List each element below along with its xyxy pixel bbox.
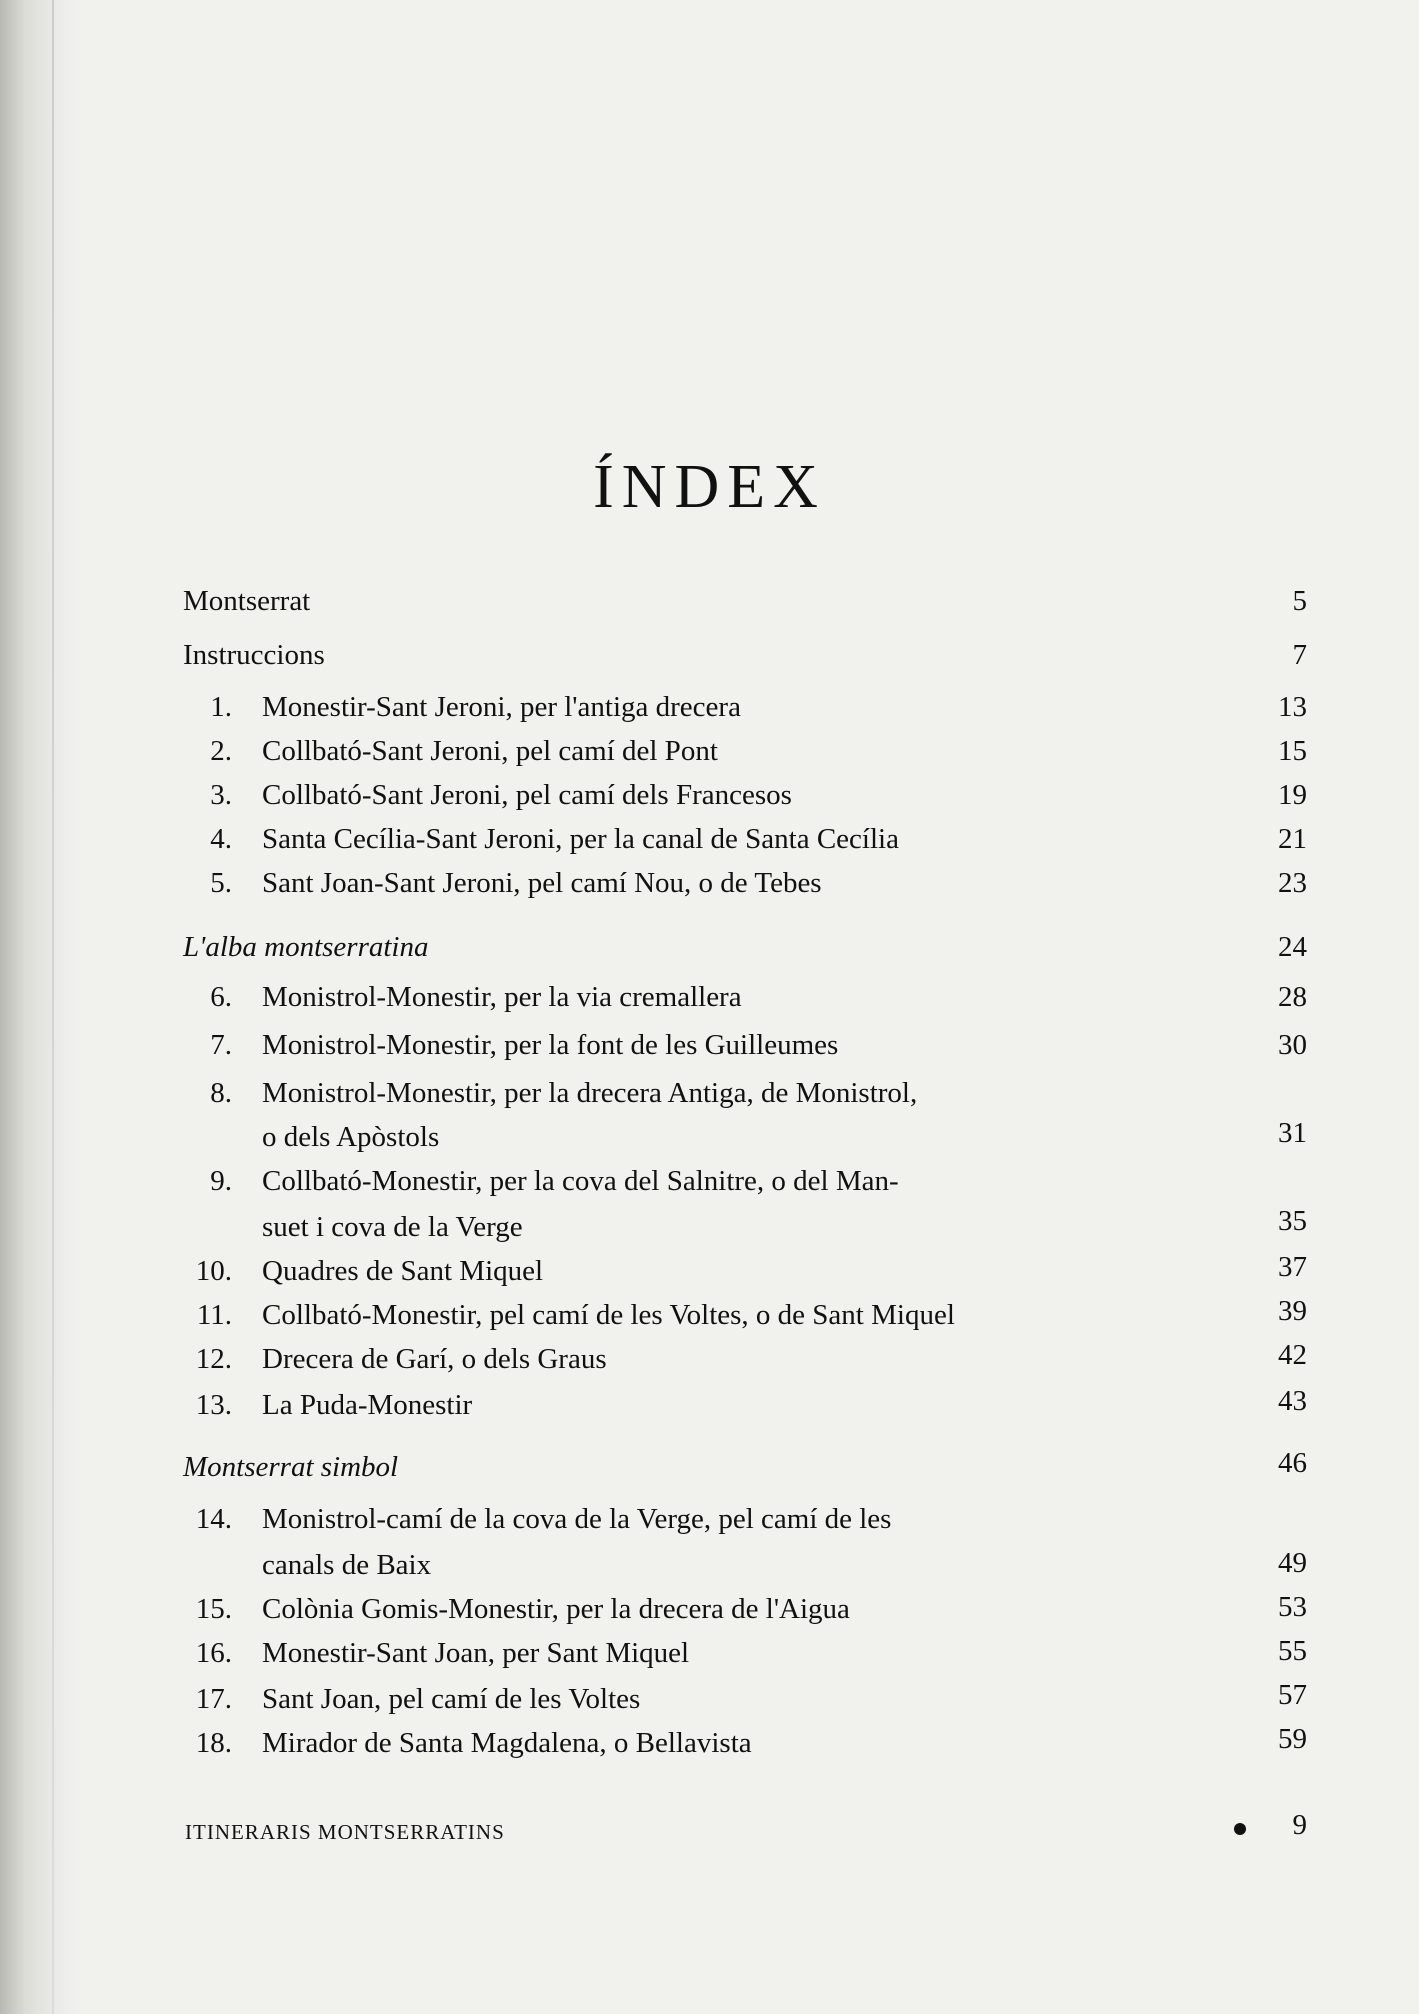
entry-title: Monestir-Sant Joan, per Sant Miquel xyxy=(262,1637,690,1669)
entry-number: 3. xyxy=(210,779,232,811)
section-page: 7 xyxy=(1292,639,1307,671)
entry-number: 1. xyxy=(210,691,232,723)
entry-page: 59 xyxy=(1278,1723,1307,1755)
entry-page: 23 xyxy=(1278,867,1307,899)
entry-number: 9. xyxy=(210,1165,232,1197)
entry-number: 6. xyxy=(210,981,232,1013)
entry-number: 10. xyxy=(195,1255,232,1287)
entry-number: 13. xyxy=(195,1389,232,1421)
entry-number: 11. xyxy=(196,1299,232,1331)
entry-number: 16. xyxy=(195,1637,232,1669)
binding-line xyxy=(52,0,54,2014)
section-montserrat-simbol: Montserrat simbol xyxy=(183,1451,399,1483)
entry-title: Colònia Gomis-Monestir, per la drecera de l'Aigua xyxy=(262,1593,850,1625)
entry-title: Quadres de Sant Miquel xyxy=(262,1255,544,1287)
entry-title: Monistrol-Monestir, per la font de les Guilleumes xyxy=(262,1029,839,1061)
entry-title: Mirador de Santa Magdalena, o Bellavista xyxy=(262,1727,752,1759)
entry-page: 37 xyxy=(1278,1251,1307,1283)
entry-page: 31 xyxy=(1278,1117,1307,1149)
entry-number: 15. xyxy=(195,1593,232,1625)
entry-page: 39 xyxy=(1278,1295,1307,1327)
entry-title: Sant Joan, pel camí de les Voltes xyxy=(262,1683,641,1715)
entry-page: 35 xyxy=(1278,1205,1307,1237)
entry-title: Monistrol-Monestir, per la drecera Antiga, de Monistrol, xyxy=(262,1077,918,1109)
entry-title: Collbató-Monestir, per la cova del Salnitre, o del Man- xyxy=(262,1165,899,1197)
entry-title: Santa Cecília-Sant Jeroni, per la canal de Santa Cecília xyxy=(262,823,899,855)
entry-number: 7. xyxy=(210,1029,232,1061)
entry-title-continuation: canals de Baix xyxy=(262,1549,432,1581)
page-spine-shadow xyxy=(0,0,80,2014)
entry-page: 49 xyxy=(1278,1547,1307,1579)
section-page: 24 xyxy=(1278,931,1307,963)
folio-page-number: 9 xyxy=(1292,1809,1307,1841)
section-page: 5 xyxy=(1292,585,1307,617)
entry-page: 15 xyxy=(1278,735,1307,767)
entry-title: Drecera de Garí, o dels Graus xyxy=(262,1343,607,1375)
entry-title: Monistrol-camí de la cova de la Verge, pel camí de les xyxy=(262,1503,892,1535)
entry-number: 8. xyxy=(210,1077,232,1109)
entry-number: 4. xyxy=(210,823,232,855)
entry-page: 28 xyxy=(1278,981,1307,1013)
running-footer-title: ITINERARIS MONTSERRATINS xyxy=(185,1820,505,1844)
page-title: ÍNDEX xyxy=(593,453,826,521)
entry-title: Collbató-Monestir, pel camí de les Voltes, o de Sant Miquel xyxy=(262,1299,955,1331)
entry-number: 5. xyxy=(210,867,232,899)
entry-page: 19 xyxy=(1278,779,1307,811)
entry-page: 13 xyxy=(1278,691,1307,723)
entry-number: 18. xyxy=(195,1727,232,1759)
section-alba-montserratina: L'alba montserratina xyxy=(183,931,429,963)
entry-page: 42 xyxy=(1278,1339,1307,1371)
entry-title: La Puda-Monestir xyxy=(262,1389,473,1421)
entry-page: 43 xyxy=(1278,1385,1307,1417)
bullet-dot-icon xyxy=(1234,1823,1246,1835)
entry-title: Monistrol-Monestir, per la via cremallera xyxy=(262,981,742,1013)
entry-page: 57 xyxy=(1278,1679,1307,1711)
entry-number: 12. xyxy=(195,1343,232,1375)
entry-title-continuation: o dels Apòstols xyxy=(262,1121,440,1153)
entry-number: 14. xyxy=(195,1503,232,1535)
section-instruccions: Instruccions xyxy=(183,639,325,671)
entry-title: Monestir-Sant Jeroni, per l'antiga drecera xyxy=(262,691,741,723)
entry-page: 30 xyxy=(1278,1029,1307,1061)
entry-title: Collbató-Sant Jeroni, pel camí del Pont xyxy=(262,735,718,767)
section-montserrat: Montserrat xyxy=(183,585,311,617)
entry-title: Collbató-Sant Jeroni, pel camí dels Francesos xyxy=(262,779,792,811)
entry-page: 55 xyxy=(1278,1635,1307,1667)
entry-number: 17. xyxy=(195,1683,232,1715)
entry-page: 21 xyxy=(1278,823,1307,855)
section-page: 46 xyxy=(1278,1447,1307,1479)
entry-page: 53 xyxy=(1278,1591,1307,1623)
entry-number: 2. xyxy=(210,735,232,767)
entry-title-continuation: suet i cova de la Verge xyxy=(262,1211,523,1243)
entry-title: Sant Joan-Sant Jeroni, pel camí Nou, o de Tebes xyxy=(262,867,822,899)
